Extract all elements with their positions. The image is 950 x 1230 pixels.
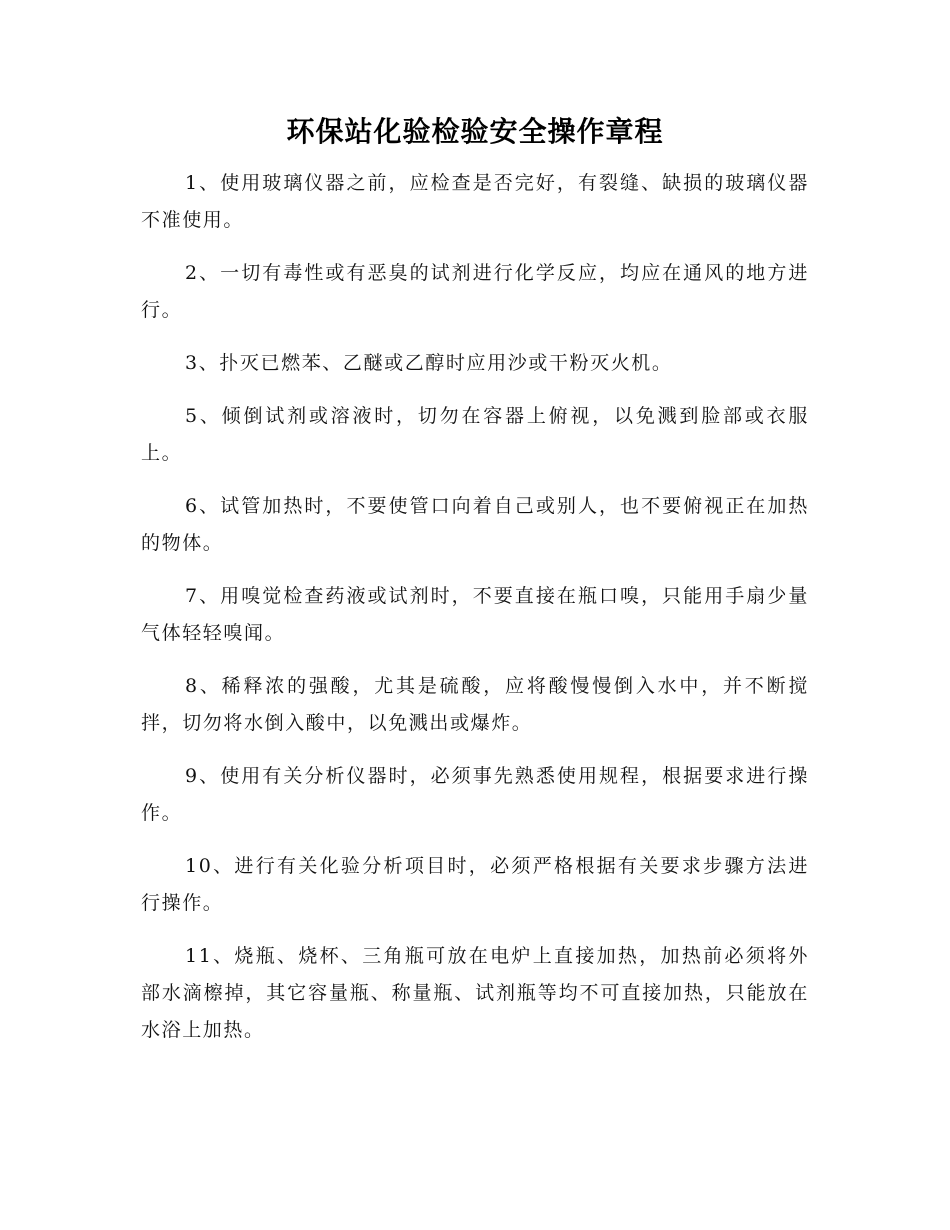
- rule-paragraph-6: 6、试管加热时，不要使管口向着自己或别人，也不要俯视正在加热的物体。: [141, 495, 809, 554]
- rule-paragraph-10: 10、进行有关化验分析项目时，必须严格根据有关要求步骤方法进行操作。: [141, 855, 809, 914]
- rule-paragraph-1: 1、使用玻璃仪器之前，应检查是否完好，有裂缝、缺损的玻璃仪器不准使用。: [141, 172, 809, 231]
- document-body: [141, 165, 809, 1065]
- rule-paragraph-8: 8、稀释浓的强酸，尤其是硫酸，应将酸慢慢倒入水中，并不断搅拌，切勿将水倒入酸中，以免溅出或爆炸。: [141, 675, 809, 734]
- document-title: 环保站化验检验安全操作章程: [286, 115, 664, 148]
- rule-paragraph-11: 11、烧瓶、烧杯、三角瓶可放在电炉上直接加热，加热前必须将外部水滴檫掉，其它容量瓶、称量瓶、试剂瓶等均不可直接加热，只能放在水浴上加热。: [141, 945, 809, 1041]
- rule-paragraph-2: 2、一切有毒性或有恶臭的试剂进行化学反应，均应在通风的地方进行。: [141, 262, 809, 321]
- rule-paragraph-9: 9、使用有关分析仪器时，必须事先熟悉使用规程，根据要求进行操作。: [141, 765, 809, 824]
- rule-paragraph-3: 3、扑灭已燃苯、乙醚或乙醇时应用沙或干粉灭火机。: [185, 352, 673, 374]
- rule-paragraph-5: 5、倾倒试剂或溶液时，切勿在容器上俯视，以免溅到脸部或衣服上。: [141, 405, 809, 464]
- rule-paragraph-7: 7、用嗅觉检查药液或试剂时，不要直接在瓶口嗅，只能用手扇少量气体轻轻嗅闻。: [141, 585, 809, 644]
